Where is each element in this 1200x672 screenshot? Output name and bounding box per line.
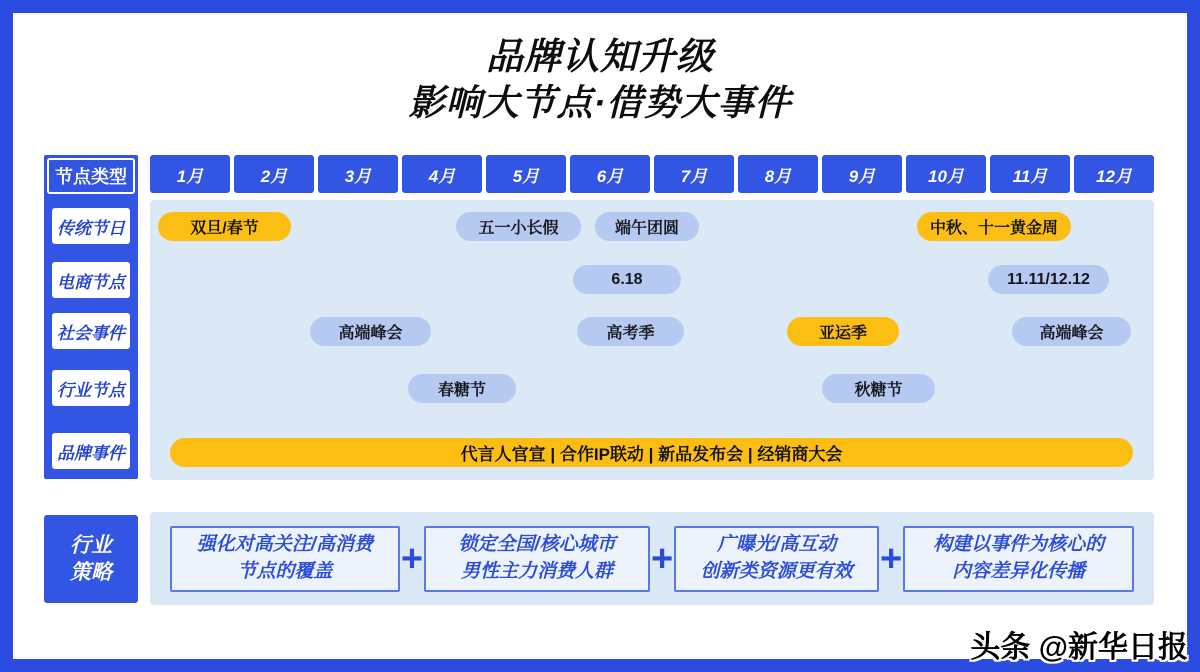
- month-cell-jan: 1月: [150, 155, 230, 193]
- strategy-item-line2: 节点的覆盖: [237, 560, 333, 582]
- month-cell-aug: 8月: [738, 155, 818, 193]
- strategy-label: [44, 515, 138, 603]
- strategy-item-line2: 男性主力消费人群: [461, 560, 614, 582]
- event-pill-summit-2: 高端峰会: [1012, 317, 1131, 346]
- strategy-item-content-differentiation: [903, 526, 1134, 592]
- page-title: [0, 34, 1200, 125]
- month-cell-jun: 6月: [570, 155, 650, 193]
- strategy-item-line1: 强化对高关注/高消费: [196, 533, 374, 555]
- month-cell-dec: 12月: [1074, 155, 1154, 193]
- calendar-panel: [150, 200, 1154, 480]
- category-ecommerce-nodes: 电商节点: [52, 262, 130, 298]
- month-cell-may: 5月: [486, 155, 566, 193]
- watermark-toutiao-xinhua-daily: 头条 @新华日报: [970, 631, 1188, 664]
- brand-events-bar: 代言人官宣 | 合作IP联动 | 新品发布会 | 经销商大会: [170, 438, 1133, 467]
- corner-label: 节点类型: [47, 158, 135, 194]
- category-brand-events: 品牌事件: [52, 433, 130, 469]
- category-sidebar: [44, 155, 138, 479]
- strategy-item-line2: 内容差异化传播: [952, 560, 1086, 582]
- event-pill-spring-sugar-fair: 春糖节: [408, 374, 516, 403]
- category-traditional-festivals: 传统节日: [52, 208, 130, 244]
- strategy-label-line2: 策略: [70, 561, 112, 584]
- event-pill-gaokao-season: 高考季: [577, 317, 684, 346]
- event-pill-1111-1212: 11.11/12.12: [988, 265, 1109, 294]
- strategy-label-line1: 行业: [70, 533, 112, 557]
- event-pill-zhongqiu-golden-week: 中秋、十一黄金周: [917, 212, 1071, 241]
- strategy-item-node-coverage: [170, 526, 400, 592]
- month-header-row: [150, 155, 1154, 193]
- event-pill-wuyi-holiday: 五一小长假: [456, 212, 581, 241]
- event-pill-duanwu-reunion: 端午团圆: [595, 212, 699, 241]
- month-cell-jul: 7月: [654, 155, 734, 193]
- event-pill-618: 6.18: [573, 265, 681, 294]
- category-industry-nodes: 行业节点: [52, 370, 130, 406]
- strategy-panel: [150, 512, 1154, 605]
- strategy-item-line1: 广曝光/高互动: [716, 533, 837, 555]
- strategy-item-target-audience: [424, 526, 650, 592]
- month-cell-oct: 10月: [906, 155, 986, 193]
- strategy-item-exposure-interaction: [674, 526, 879, 592]
- event-pill-asian-games-season: 亚运季: [787, 317, 899, 346]
- month-cell-feb: 2月: [234, 155, 314, 193]
- strategy-item-line1: 锁定全国/核心城市: [458, 533, 616, 555]
- plus-separator: +: [879, 537, 903, 580]
- month-cell-apr: 4月: [402, 155, 482, 193]
- month-cell-sep: 9月: [822, 155, 902, 193]
- plus-separator: +: [400, 537, 424, 580]
- page-title-line2: 影响大节点·借势大事件: [408, 82, 792, 124]
- strategy-item-line2: 创新类资源更有效: [700, 560, 853, 582]
- month-cell-mar: 3月: [318, 155, 398, 193]
- strategy-item-line1: 构建以事件为核心的: [933, 533, 1105, 555]
- event-pill-summit-1: 高端峰会: [310, 317, 431, 346]
- event-pill-shuangdan-chunjie: 双旦/春节: [158, 212, 291, 241]
- plus-separator: +: [651, 537, 674, 580]
- event-pill-autumn-sugar-fair: 秋糖节: [822, 374, 935, 403]
- category-social-events: 社会事件: [52, 313, 130, 349]
- page-title-line1: 品牌认知升级: [486, 36, 714, 77]
- month-cell-nov: 11月: [990, 155, 1070, 193]
